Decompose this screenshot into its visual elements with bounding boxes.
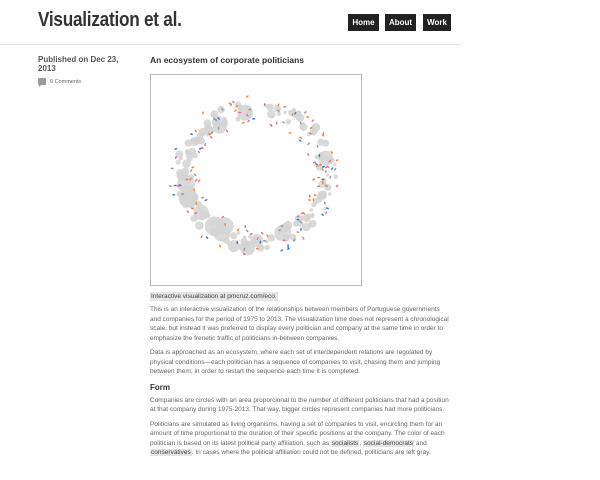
company-circle (268, 234, 275, 241)
company-circle (311, 213, 314, 216)
company-circle (176, 160, 181, 165)
politician-mark (246, 229, 249, 232)
site-title[interactable]: Visualization et al. (38, 9, 182, 31)
politician-mark (197, 179, 201, 182)
politician-mark (194, 179, 197, 182)
politician-mark (313, 194, 317, 197)
politician-mark (171, 168, 174, 170)
company-circle (250, 234, 263, 247)
company-circle (283, 111, 286, 114)
politician-mark (334, 168, 337, 172)
ecosystem-ring-graphic (151, 75, 361, 285)
comments-link[interactable] (38, 78, 138, 85)
politician-mark (304, 111, 307, 114)
data-paragraph: Data is approached as an ecosystem, where each set of interdependent relations are regulated by physical conditions—each politician has a sequence of companies to visit, chasing them and jumping between them, in order to restart the sequence each time it is completed. (150, 349, 441, 375)
politician-mark (307, 153, 310, 157)
company-circle (185, 139, 192, 146)
company-circle (235, 117, 240, 122)
politician-mark (335, 184, 338, 187)
company-circle (323, 207, 326, 210)
company-circle (296, 220, 303, 227)
header-divider (0, 44, 460, 45)
company-circle (331, 159, 335, 163)
nav-home-button[interactable]: Home (348, 14, 379, 31)
politician-mark (306, 116, 309, 118)
company-circle (230, 232, 237, 239)
politician-mark (296, 231, 299, 233)
politician-mark (202, 111, 205, 115)
company-circle (292, 108, 296, 112)
politician-mark (197, 150, 200, 154)
article-body (150, 305, 450, 463)
company-circle (185, 150, 190, 155)
politician-mark (204, 199, 208, 202)
company-circle (328, 192, 332, 196)
form-paragraph: Companies are circles with an area proporcional to the number of different politicians that had a position at that company during 1975-2013. That way, bigger circles represent companies had more politicians. (150, 396, 449, 413)
company-circle (309, 220, 317, 228)
politicians-text-end: . In cases where the political affiliation could not be defined, politicians are left gray. (191, 449, 431, 456)
politician-mark (191, 166, 195, 169)
politician-mark (169, 185, 173, 188)
politician-mark (325, 211, 328, 215)
company-circle (333, 174, 337, 178)
politician-mark (201, 196, 205, 198)
company-circle (283, 221, 292, 230)
politician-mark (204, 143, 206, 146)
politician-mark (261, 231, 264, 234)
politician-mark (172, 194, 175, 196)
politician-mark (307, 142, 310, 145)
politician-mark (282, 121, 286, 124)
company-circle (186, 203, 190, 207)
politicians-paragraph (150, 420, 450, 458)
company-circle (236, 231, 240, 235)
company-circle (228, 240, 240, 252)
tag-conservatives: conservatives (151, 449, 191, 456)
company-circle (235, 101, 242, 108)
politician-mark (308, 199, 311, 201)
company-circle (199, 128, 207, 136)
company-circle (221, 121, 228, 128)
politician-mark (200, 235, 203, 239)
politician-mark (300, 228, 302, 231)
company-circle (187, 158, 191, 162)
politicians-sep-2: and (414, 439, 427, 447)
article (150, 55, 450, 456)
politician-mark (299, 136, 303, 139)
company-circle (211, 221, 215, 225)
tag-socialists: socialists (331, 439, 359, 447)
nav-work-button[interactable]: Work (423, 14, 451, 31)
politician-mark (325, 170, 327, 173)
politician-mark (226, 129, 229, 133)
company-circle (198, 137, 205, 144)
politician-mark (186, 210, 189, 213)
politician-mark (241, 121, 245, 124)
viz-caption[interactable]: Interactive visualization at pmcruz.com/eco. (151, 293, 277, 300)
company-circle (309, 208, 313, 212)
company-circle (321, 178, 326, 183)
company-circle (245, 111, 253, 119)
company-circle (183, 185, 187, 189)
company-circle (183, 204, 187, 208)
company-circle (200, 211, 203, 214)
company-circle (267, 110, 276, 119)
politician-mark (298, 139, 302, 142)
politician-mark (173, 184, 176, 186)
published-date: Published on Dec 23, 2013 (38, 55, 119, 73)
politician-mark (312, 178, 316, 181)
politician-mark (232, 100, 235, 103)
company-circle (296, 110, 302, 116)
post-meta (38, 55, 138, 85)
politician-mark (280, 249, 283, 252)
company-circle (214, 225, 231, 242)
politician-mark (317, 177, 320, 179)
company-circle (195, 221, 204, 230)
company-circle (301, 122, 305, 126)
politician-mark (321, 213, 324, 216)
politician-mark (190, 169, 193, 173)
comment-icon (38, 78, 46, 85)
politician-mark (309, 195, 311, 198)
company-circle (182, 167, 190, 175)
company-circle (274, 105, 281, 112)
politician-mark (276, 122, 278, 125)
company-circle (239, 243, 248, 252)
politician-mark (252, 118, 255, 120)
politician-mark (302, 236, 305, 240)
company-circle (326, 174, 329, 177)
company-circle (333, 163, 336, 166)
form-heading: Form (150, 382, 170, 392)
politician-mark (209, 136, 213, 139)
article-title[interactable]: An ecosystem of corporate politicians (150, 55, 304, 65)
politician-mark (317, 186, 320, 188)
company-circle (286, 119, 292, 125)
politician-mark (331, 167, 334, 170)
company-circle (204, 119, 212, 127)
politician-mark (219, 244, 222, 247)
politician-mark (246, 95, 250, 98)
politician-mark (174, 148, 177, 150)
company-circle (190, 215, 197, 222)
company-circle (277, 237, 280, 240)
politician-mark (288, 132, 291, 134)
politician-mark (205, 236, 208, 239)
politician-mark (329, 175, 332, 179)
company-circle (211, 113, 215, 117)
politician-mark (190, 133, 193, 135)
company-circle (302, 214, 310, 222)
company-circle (317, 139, 324, 146)
politicians-sep-1: , (359, 439, 363, 447)
tag-social-democrats: social-democrats (363, 439, 414, 447)
politician-mark (335, 159, 339, 162)
comments-count[interactable]: 0 Comments (50, 78, 82, 85)
ecosystem-visualization[interactable] (150, 74, 362, 286)
politician-mark (311, 119, 314, 122)
politician-mark (244, 225, 246, 228)
company-circle (265, 245, 270, 250)
nav-about-button[interactable]: About (385, 14, 416, 31)
company-circle (314, 155, 319, 160)
intro-paragraph: This is an interactive visualization of the relationships between members of Portuguese governments and companies for the period of 1975 to 2013. The visualization time does not represent a chronological scale, but instead it was preferred to display every politician and company at the same time in order to emphasize the frenetic traffic of politicians in-between companies. (150, 306, 449, 342)
politician-mark (324, 201, 326, 204)
politician-mark (194, 129, 197, 133)
company-circle (217, 106, 225, 114)
politician-mark (234, 109, 237, 112)
politicians-text-start: Politicians are simulated as living organisms, having a set of companies to visit, encircling them for an amount of time proportional to the duration of their specific positions at the company. The color of each politician is based on its latest political party affiliation, such as (150, 420, 445, 447)
politician-mark (283, 106, 286, 108)
